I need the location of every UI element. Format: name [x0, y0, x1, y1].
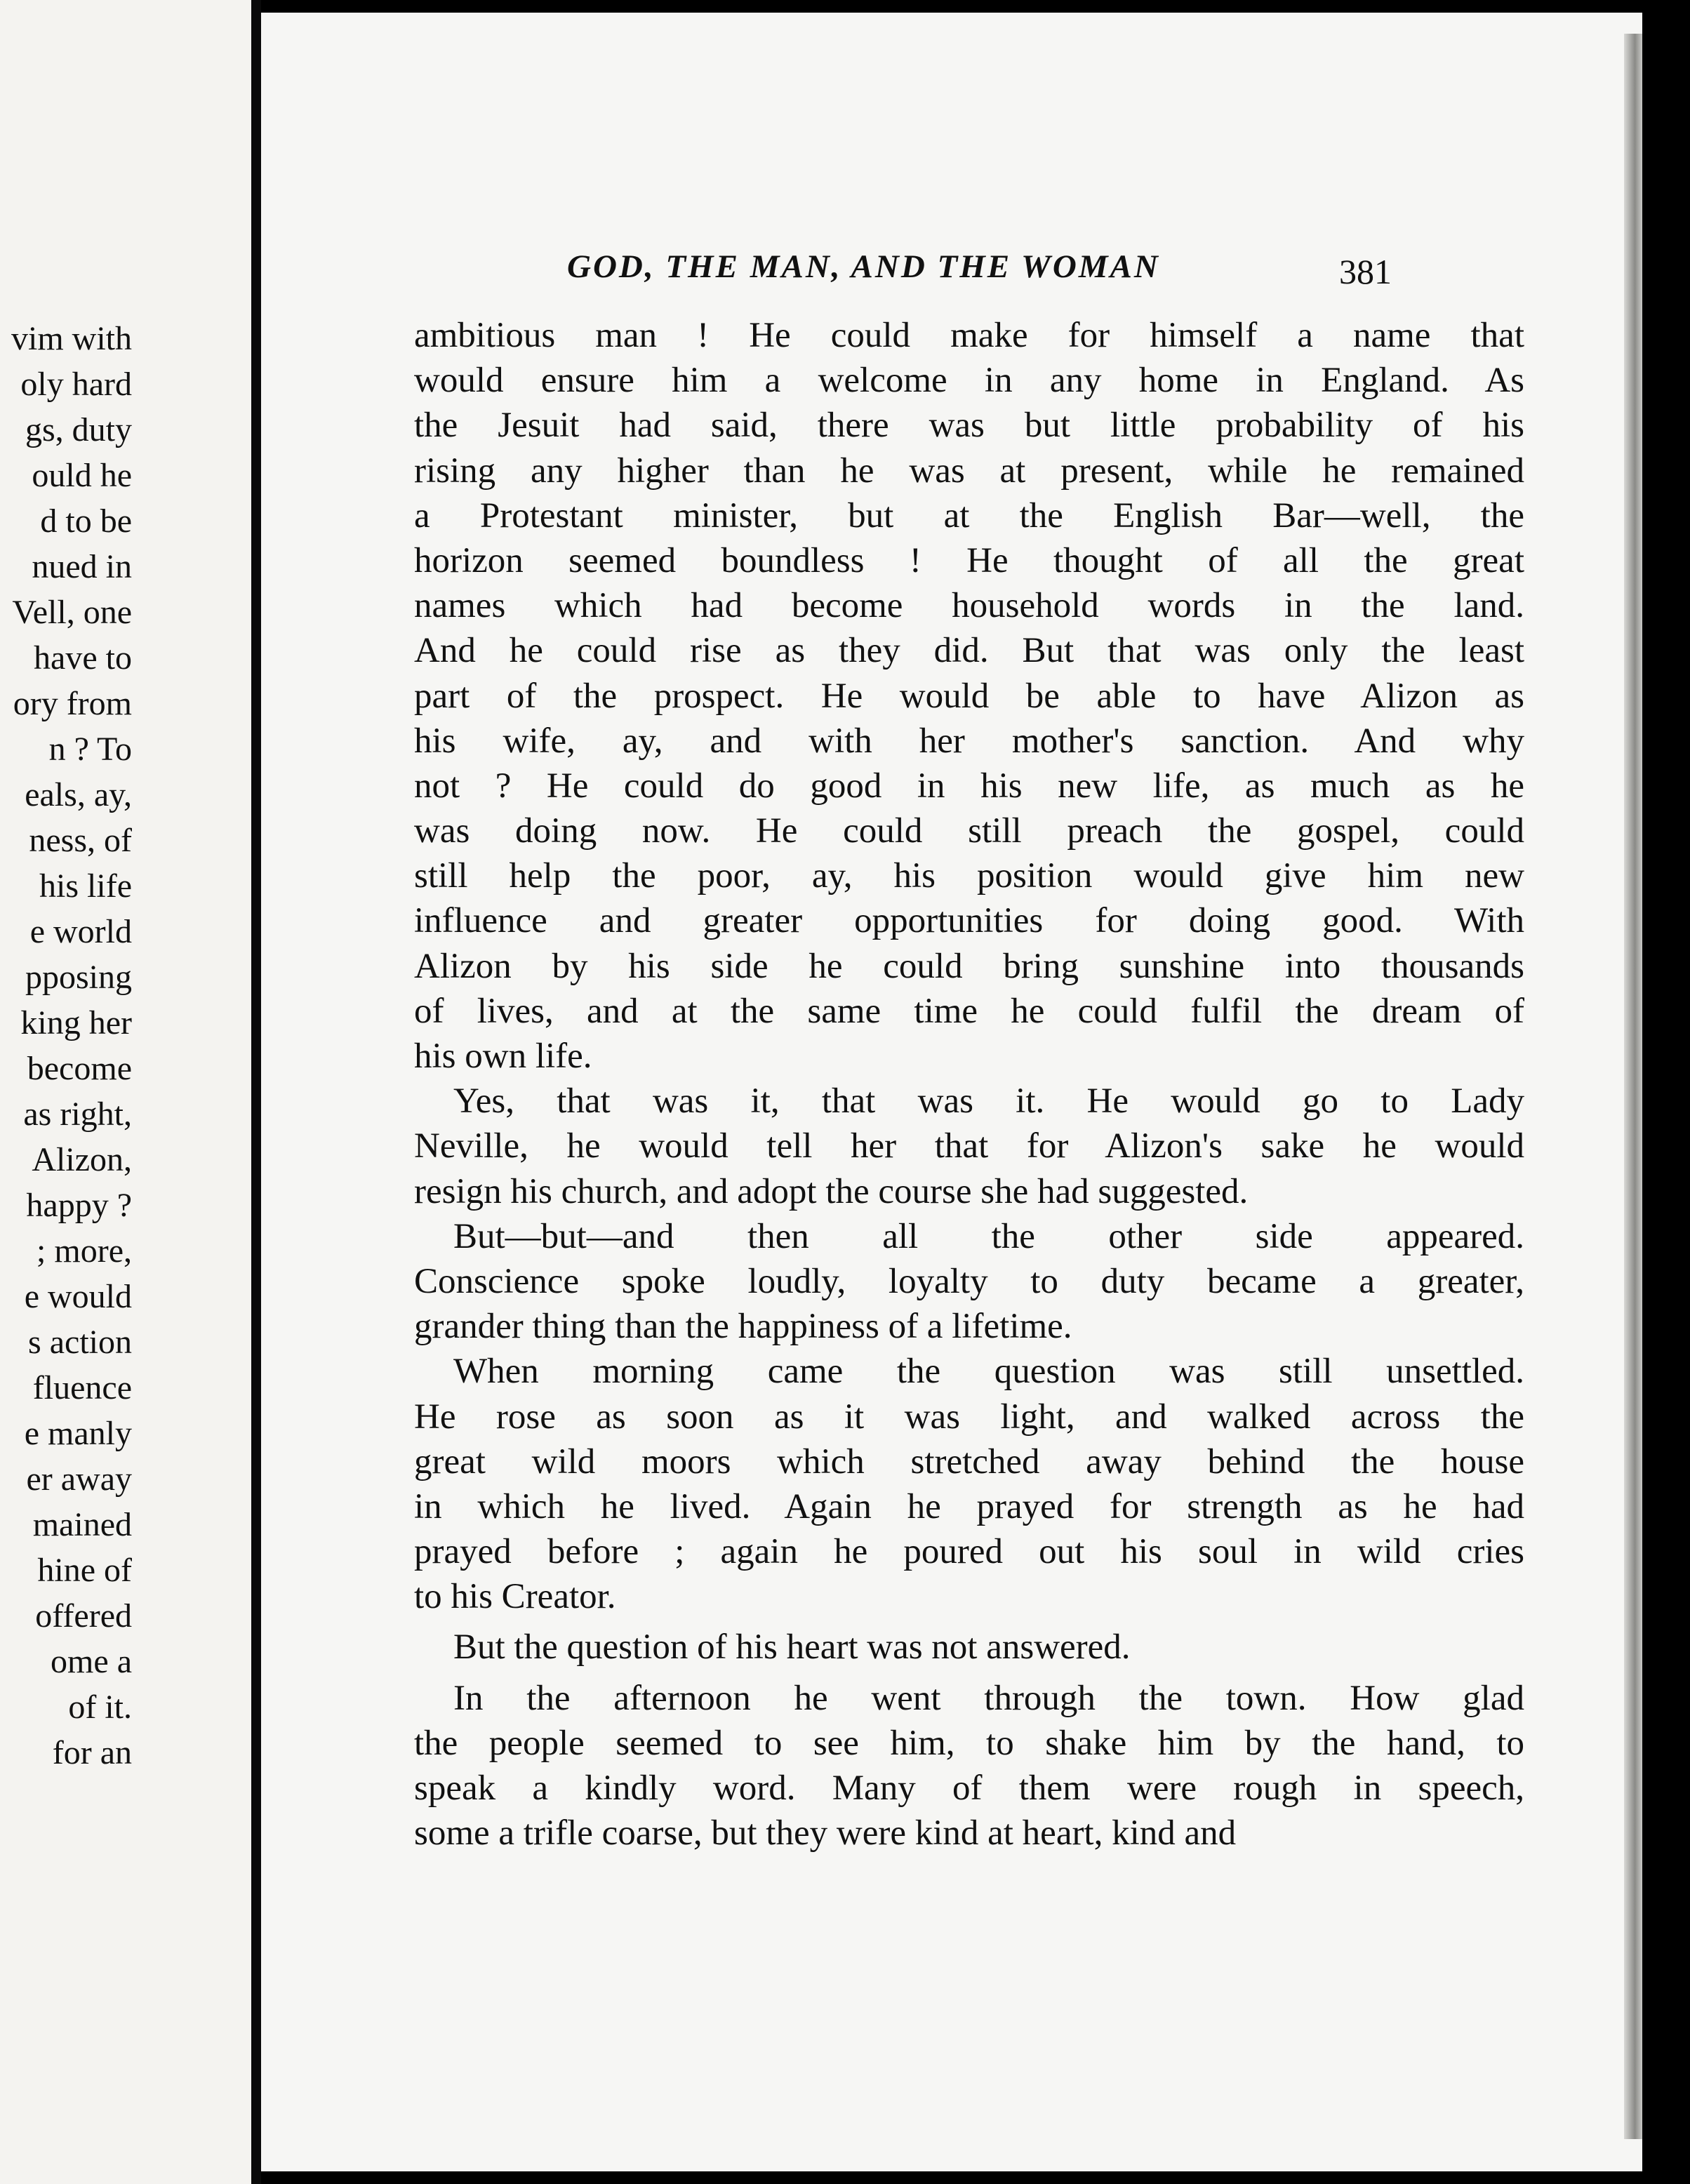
paragraph-gap — [414, 1670, 1524, 1676]
facing-page-line: ness, of — [29, 822, 132, 859]
facing-page-line: ome a — [51, 1643, 132, 1680]
text-line: influence and greater opportunities for doing good. With — [414, 901, 1524, 941]
facing-page-line: pposing — [25, 959, 132, 996]
facing-page-line: oly hard — [20, 366, 132, 403]
text-line: But—but—and then all the other side appeared. — [453, 1216, 1524, 1256]
paragraph — [414, 1349, 1524, 1619]
facing-page-line: e manly — [24, 1415, 132, 1452]
text-line: When morning came the question was still unsettled. — [453, 1352, 1524, 1392]
text-line: Neville, he would tell her that for Alizon's sake he would — [414, 1126, 1524, 1166]
facing-page-line: Vell, one — [12, 594, 132, 631]
facing-page-text — [0, 316, 132, 1776]
facing-page-line: of it. — [68, 1689, 132, 1726]
paragraph-gap — [414, 1619, 1524, 1625]
facing-page-line: offered — [35, 1597, 132, 1634]
text-line: a Protestant minister, but at the English Bar—well, the — [414, 495, 1524, 535]
paragraph — [414, 1625, 1524, 1670]
text-line: great wild moors which stretched away behind the house — [414, 1441, 1524, 1481]
facing-page-line: for an — [52, 1734, 132, 1771]
facing-page-line: ould he — [32, 457, 132, 494]
paragraph — [414, 1079, 1524, 1214]
facing-page-line: ory from — [13, 685, 132, 722]
facing-page-line: Alizon, — [32, 1141, 132, 1178]
text-line: But the question of his heart was not answered. — [453, 1627, 1131, 1667]
text-line: grander thing than the happiness of a lifetime. — [414, 1307, 1072, 1347]
running-head: GOD, THE MAN, AND THE WOMAN — [567, 248, 1160, 285]
facing-page-line: hine of — [37, 1552, 132, 1589]
text-line: would ensure him a welcome in any home in England. As — [414, 361, 1524, 401]
text-line: Conscience spoke loudly, loyalty to duty became a greater, — [414, 1261, 1524, 1301]
main-page — [261, 13, 1642, 2171]
text-line: resign his church, and adopt the course she had suggested. — [414, 1171, 1249, 1211]
paragraph — [414, 1676, 1524, 1856]
text-line: his own life. — [414, 1037, 592, 1076]
paragraph — [414, 313, 1524, 1079]
facing-page-line: nued in — [32, 548, 132, 585]
facing-page — [0, 0, 251, 2184]
text-line: And he could rise as they did. But that was only the least — [414, 631, 1524, 671]
text-line: speak a kindly word. Many of them were rough in speech, — [414, 1769, 1524, 1808]
text-line: some a trifle coarse, but they were kind at heart, kind and — [414, 1813, 1237, 1853]
facing-page-line: mained — [32, 1506, 132, 1543]
text-line: in which he lived. Again he prayed for strength as he had — [414, 1486, 1524, 1526]
facing-page-line: er away — [26, 1460, 132, 1498]
facing-page-line: king her — [20, 1004, 132, 1041]
facing-page-line: eals, ay, — [25, 776, 132, 813]
facing-page-line: as right, — [23, 1096, 132, 1133]
text-line: Yes, that was it, that was it. He would go to Lady — [453, 1081, 1524, 1121]
facing-page-line: e world — [29, 913, 132, 950]
facing-page-line: e would — [24, 1278, 132, 1315]
text-line: not ? He could do good in his new life, as much as he — [414, 766, 1524, 806]
text-line: part of the prospect. He would be able to have Alizon as — [414, 676, 1524, 716]
text-line: prayed before ; again he poured out his soul in wild cries — [414, 1532, 1524, 1572]
text-line: to his Creator. — [414, 1577, 616, 1617]
facing-page-line: gs, duty — [25, 411, 132, 448]
facing-page-line: have to — [34, 639, 132, 677]
paragraph — [414, 1214, 1524, 1350]
text-line: ambitious man ! He could make for himself a name that — [414, 316, 1524, 355]
text-line: horizon seemed boundless ! He thought of all the great — [414, 540, 1524, 580]
page-edge — [1624, 34, 1642, 2139]
text-line: of lives, and at the same time he could fulfil the dream of — [414, 991, 1524, 1031]
text-line: was doing now. He could still preach the gospel, could — [414, 811, 1524, 851]
text-line: rising any higher than he was at present, while he remained — [414, 451, 1524, 491]
text-line: In the afternoon he went through the town. How glad — [453, 1678, 1524, 1718]
facing-page-line: his life — [39, 867, 132, 905]
facing-page-line: become — [27, 1050, 132, 1087]
facing-page-line: happy ? — [26, 1187, 132, 1224]
facing-page-line: n ? To — [48, 731, 132, 768]
text-line: the Jesuit had said, there was but little probability of his — [414, 406, 1524, 446]
body-text — [414, 313, 1524, 1856]
facing-page-line: fluence — [32, 1369, 132, 1406]
facing-page-line: ; more, — [36, 1232, 132, 1270]
text-line: He rose as soon as it was light, and walked across the — [414, 1397, 1524, 1437]
page-number: 381 — [1339, 252, 1392, 291]
text-line: the people seemed to see him, to shake him by the hand, to — [414, 1723, 1524, 1763]
facing-page-line: s action — [28, 1324, 132, 1361]
book-gutter — [251, 0, 261, 2184]
facing-page-line: vim with — [11, 320, 132, 357]
text-line: Alizon by his side he could bring sunshine into thousands — [414, 946, 1524, 986]
text-line: still help the poor, ay, his position would give him new — [414, 856, 1524, 896]
text-line: his wife, ay, and with her mother's sanction. And why — [414, 721, 1524, 761]
facing-page-line: d to be — [40, 502, 132, 540]
text-line: names which had become household words in the land. — [414, 586, 1524, 626]
